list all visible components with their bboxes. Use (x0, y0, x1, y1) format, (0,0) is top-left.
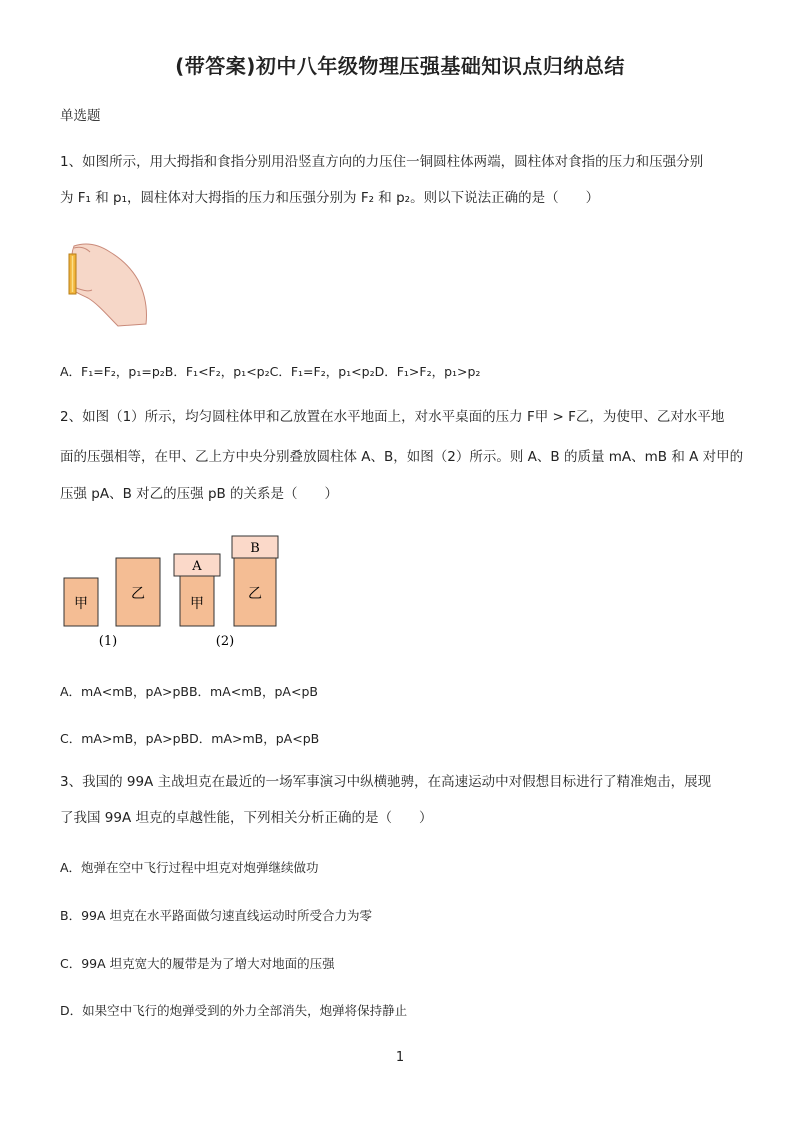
cylinder-yi-2-label: 乙 (248, 586, 262, 602)
page-number: 1 (395, 1050, 405, 1065)
cylinders-figure (58, 530, 288, 652)
cylinder-jia-1-label: 甲 (74, 596, 88, 612)
hand-pressing-cylinder-illustration (58, 238, 150, 328)
q2-line3: 压强 pA、B 对乙的压强 pB 的关系是（ ） (60, 486, 339, 502)
page-title: (带答案)初中八年级物理压强基础知识点归纳总结 (175, 54, 625, 78)
q3-option-a: A．炮弹在空中飞行过程中坦克对炮弹继续做功 (60, 860, 319, 875)
q2-options-cd: C．mA>mB，pA>pBD．mA>mB，pA<pB (60, 731, 320, 746)
cylinder-jia-2-label: 甲 (190, 596, 204, 612)
q3-option-d: D．如果空中飞行的炮弹受到的外力全部消失，炮弹将保持静止 (60, 1003, 408, 1018)
q2-line1: 2、如图（1）所示，均匀圆柱体甲和乙放置在水平地面上，对水平桌面的压力 F甲 > F乙，为使甲、乙对水平地 (60, 409, 725, 425)
q3-option-c: C．99A 坦克宽大的履带是为了增大对地面的压强 (60, 956, 335, 971)
figure-1-label: (1) (98, 634, 118, 649)
q1-options: A．F₁=F₂，p₁=p₂B．F₁<F₂，p₁<p₂C．F₁=F₂，p₁<p₂D．F₁>F₂，p₁>p₂ (60, 364, 481, 379)
q2-options-ab: A．mA<mB，pA>pBB．mA<mB，pA<pB (60, 684, 318, 699)
cylinder-yi-1-label: 乙 (131, 586, 145, 602)
q1-line1: 1、如图所示，用大拇指和食指分别用沿竖直方向的力压住一铜圆柱体两端，圆柱体对食指的压力和压强分别 (60, 154, 704, 170)
q3-line1: 3、我国的 99A 主战坦克在最近的一场军事演习中纵横驰骋，在高速运动中对假想目标进行了精准炮击，展现 (60, 774, 712, 790)
q2-line2: 面的压强相等，在甲、乙上方中央分别叠放圆柱体 A、B，如图（2）所示。则 A、B 的质量 mA、mB 和 A 对甲的 (60, 449, 744, 465)
section-heading: 单选题 (60, 108, 101, 124)
q1-line2: 为 F₁ 和 p₁，圆柱体对大拇指的压力和压强分别为 F₂ 和 p₂。则以下说法正确的是（ ） (60, 190, 600, 206)
q3-option-b: B．99A 坦克在水平路面做匀速直线运动时所受合力为零 (60, 908, 373, 923)
q3-line2: 了我国 99A 坦克的卓越性能，下列相关分析正确的是（ ） (60, 810, 433, 826)
cylinder-a-label: A (192, 559, 202, 574)
cylinder-b-label: B (250, 541, 260, 556)
figure-2-label: (2) (215, 634, 235, 649)
